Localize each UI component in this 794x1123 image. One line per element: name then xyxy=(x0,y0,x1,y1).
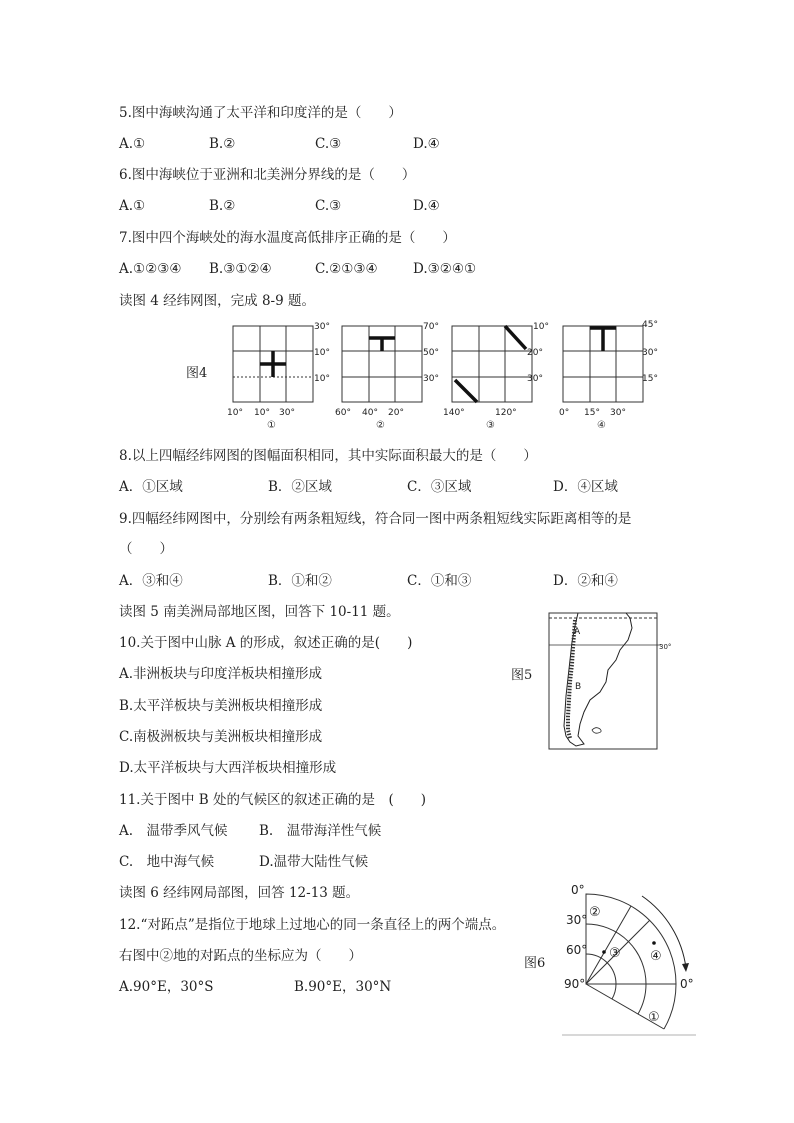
grid3-thick-a xyxy=(505,326,526,349)
fig6-point-4: ④ xyxy=(650,949,662,964)
q7-option-c[interactable]: C.②①③④ xyxy=(315,261,378,277)
q7-option-b[interactable]: B.③①②④ xyxy=(209,261,272,277)
q8-option-a[interactable]: A．①区域 xyxy=(119,479,183,495)
fig6-lat-label-60: 60° xyxy=(566,943,588,957)
grid4-bottom-label-1: 0° xyxy=(559,408,570,418)
fig6-dot-3 xyxy=(602,950,606,954)
fig6-point-2: ② xyxy=(589,905,601,920)
q9-option-a[interactable]: A．③和④ xyxy=(119,573,183,589)
grid4-number: ④ xyxy=(597,420,606,431)
grid3-number: ③ xyxy=(486,420,495,431)
q11-text: 11.关于图中 B 处的气候区的叙述正确的是 ( ) xyxy=(119,792,427,808)
read-fig4-instruction: 读图 4 经纬网图，完成 8-9 题。 xyxy=(119,293,315,309)
q8-option-d[interactable]: D．④区域 xyxy=(553,479,618,495)
q9-option-b[interactable]: B．①和② xyxy=(268,573,332,589)
q10-option-d[interactable]: D.太平洋板块与大西洋板块相撞形成 xyxy=(119,760,337,776)
q7-option-a[interactable]: A.①②③④ xyxy=(119,261,182,277)
q9-option-d[interactable]: D．②和④ xyxy=(553,573,618,589)
grid1-bottom-label-3: 30° xyxy=(279,408,295,418)
q9-text: 9.四幅经纬网图中，分别绘有两条粗短线，符合同一图中两条粗短线实际距离相等的是 xyxy=(119,511,632,527)
fig6-label: 图6 xyxy=(524,956,546,971)
q6-option-b[interactable]: B.② xyxy=(209,198,236,214)
grid1-bottom-label-2: 10° xyxy=(254,408,270,418)
grid3-bottom-label-1: 140° xyxy=(443,408,465,418)
q6-option-a[interactable]: A.① xyxy=(119,198,146,214)
fig6-dot-4 xyxy=(652,941,656,945)
q10-option-b[interactable]: B.太平洋板块与美洲板块相撞形成 xyxy=(119,698,323,714)
q12-text-line2: 右图中②地的对跖点的坐标应为（ ） xyxy=(119,948,362,964)
grid4-bottom-label-2: 15° xyxy=(584,408,600,418)
fig5-frame xyxy=(549,613,657,749)
grid1-right-label-3: 10° xyxy=(314,374,330,384)
grid2-right-label-2: 50° xyxy=(423,348,439,358)
q5-text: 5.图中海峡沟通了太平洋和印度洋的是（ ） xyxy=(119,105,402,121)
q5-option-c[interactable]: C.③ xyxy=(315,136,342,152)
fig6-point-3: ③ xyxy=(609,946,621,961)
q7-text: 7.图中四个海峡处的海水温度高低排序正确的是（ ） xyxy=(119,230,456,246)
grid3-right-label-3: 30° xyxy=(527,374,543,384)
grid3-right-label-1: 10° xyxy=(533,322,549,332)
grid2-bottom-label-3: 20° xyxy=(388,408,404,418)
read-fig5-instruction: 读图 5 南美洲局部地区图，回答下 10-11 题。 xyxy=(119,604,400,620)
fig5-south-america-map xyxy=(548,612,678,752)
fig6-lat-label-0: 0° xyxy=(571,883,585,897)
fig4-graticule-figure xyxy=(225,318,665,434)
fig6-polar-graticule xyxy=(556,880,706,1038)
q8-option-b[interactable]: B．②区域 xyxy=(268,479,332,495)
grid4-right-label-3: 15° xyxy=(642,374,658,384)
fig6-lat-label-30: 30° xyxy=(566,913,588,927)
q10-option-a[interactable]: A.非洲板块与印度洋板块相撞形成 xyxy=(119,666,323,682)
grid4-right-label-1: 45° xyxy=(642,320,658,330)
q11-option-c[interactable]: C. 地中海气候 xyxy=(119,854,215,870)
fig6-rotation-arrow xyxy=(642,896,686,968)
grid3-thick-b xyxy=(455,380,477,402)
grid2-number: ② xyxy=(376,420,385,431)
fig4-label: 图4 xyxy=(186,366,208,381)
q5-option-d[interactable]: D.④ xyxy=(413,136,440,152)
q12-text-line1: 12.“对跖点”是指位于地球上过地心的同一条直径上的两个端点。 xyxy=(119,917,506,933)
q5-option-a[interactable]: A.① xyxy=(119,136,146,152)
q8-option-c[interactable]: C．③区域 xyxy=(407,479,472,495)
q8-text: 8.以上四幅经纬网图的图幅面积相同，其中实际面积最大的是（ ） xyxy=(119,448,537,464)
fig6-lat-label-90: 90° xyxy=(564,977,586,991)
grid2-bottom-label-2: 40° xyxy=(362,408,378,418)
grid1-right-label-2: 10° xyxy=(314,348,330,358)
fig5-mark-a: A xyxy=(574,627,581,637)
fig6-point-1: ① xyxy=(648,1010,660,1025)
q9-paren: （ ） xyxy=(119,541,173,557)
grid2-right-label-1: 70° xyxy=(423,322,439,332)
q10-option-c[interactable]: C.南极洲板块与美洲板块相撞形成 xyxy=(119,729,323,745)
grid3-right-label-2: 20° xyxy=(527,348,543,358)
q9-option-c[interactable]: C．①和③ xyxy=(407,573,472,589)
grid1-number: ① xyxy=(267,420,276,431)
q11-option-a[interactable]: A. 温带季风气候 xyxy=(119,823,228,839)
grid4-bottom-label-3: 30° xyxy=(610,408,626,418)
fig5-lat-label: 30° xyxy=(659,643,672,651)
grid3-bottom-label-2: 120° xyxy=(495,408,517,418)
q6-text: 6.图中海峡位于亚洲和北美洲分界线的是（ ） xyxy=(119,167,416,183)
fig5-mark-b: B xyxy=(575,682,582,692)
q7-option-d[interactable]: D.③②④① xyxy=(413,261,477,277)
fig5-label: 图5 xyxy=(511,668,533,683)
grid2-right-label-3: 30° xyxy=(423,374,439,384)
read-fig6-instruction: 读图 6 经纬网局部图，回答 12-13 题。 xyxy=(119,885,360,901)
q11-option-d[interactable]: D.温带大陆性气候 xyxy=(259,854,369,870)
q10-text: 10.关于图中山脉 A 的形成，叙述正确的是( ) xyxy=(119,635,413,651)
q6-option-c[interactable]: C.③ xyxy=(315,198,342,214)
q12-option-b[interactable]: B.90°E，30°N xyxy=(294,979,392,995)
q5-option-b[interactable]: B.② xyxy=(209,136,236,152)
grid1-right-label-1: 30° xyxy=(314,322,330,332)
grid1-bottom-label-1: 10° xyxy=(227,408,243,418)
q6-option-d[interactable]: D.④ xyxy=(413,198,440,214)
grid2-bottom-label-1: 60° xyxy=(335,408,351,418)
q11-option-b[interactable]: B. 温带海洋性气候 xyxy=(259,823,382,839)
grid4-right-label-2: 30° xyxy=(642,348,658,358)
fig6-lon-label-0: 0° xyxy=(680,977,694,991)
q12-option-a[interactable]: A.90°E，30°S xyxy=(119,979,214,995)
